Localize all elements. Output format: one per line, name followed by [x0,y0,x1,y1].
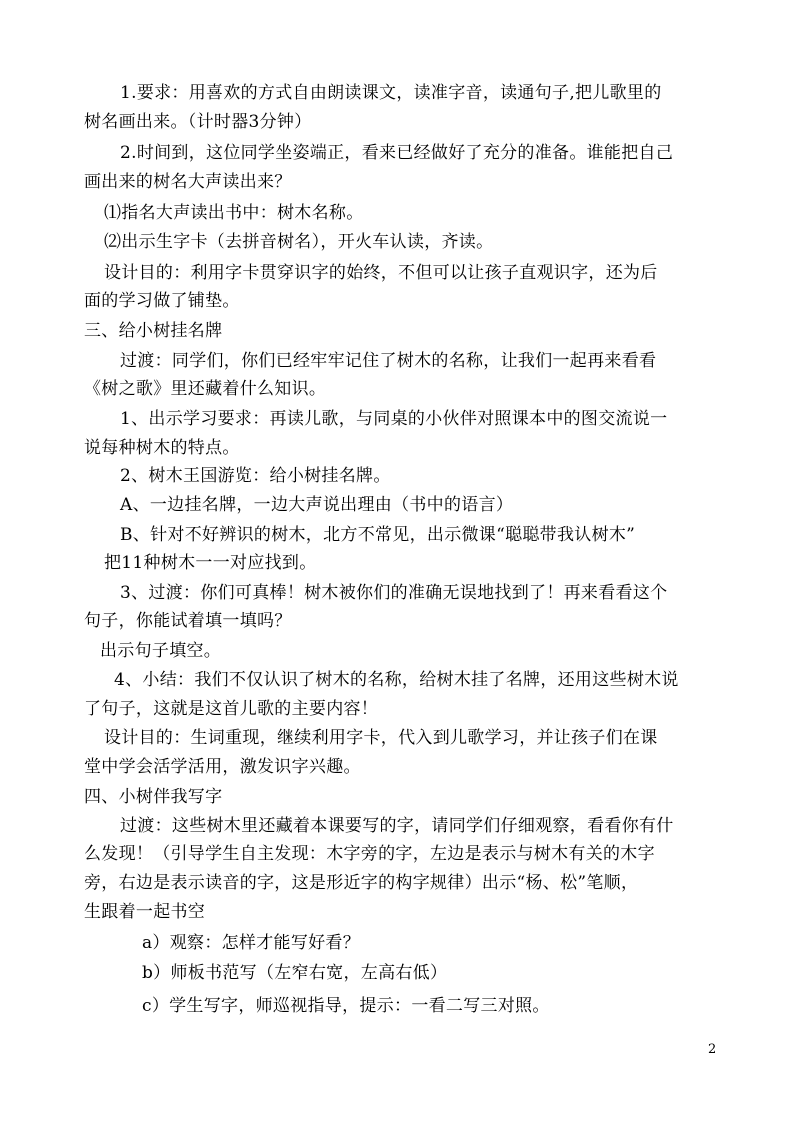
text-line: 1.要求：用喜欢的方式自由朗读课文，读准字音，读通句子,把儿歌里的 [120,83,662,103]
text-line: ⑴指名大声读出书中：树木名称。 [104,203,364,223]
section-heading: 四、小树伴我写字 [84,787,223,807]
text-line: 句子，你能试着填一填吗？ [84,611,292,631]
text-line: 4、小结：我们不仅认识了树木的名称，给树木挂了名牌，还用这些树木说 [114,670,679,690]
text-line: 旁，右边是表示读音的字，这是形近字的构字规律）出示“杨、松”笔顺， [84,873,639,893]
text-line: 过渡：这些树木里还藏着本课要写的字，请同学们仔细观察，看看你有什 [120,816,674,836]
page-number: 2 [708,1042,717,1057]
text-line: 堂中学会活学活用，激发识字兴趣。 [84,757,361,777]
text-line: 3、过渡：你们可真棒！树木被你们的准确无误地找到了！再来看看这个 [120,583,668,603]
text-line: 2.时间到，这位同学坐姿端正，看来已经做好了充分的准备。谁能把自己 [120,143,674,163]
text-line: 树名画出来。（计时器3分钟） [84,112,312,132]
text-line: 出示句子填空。 [100,641,222,661]
text-line: 《树之歌》里还藏着什么知识。 [84,379,327,399]
section-heading: 三、给小树挂名牌 [84,321,223,341]
text-line: 了句子，这就是这首儿歌的主要内容！ [84,699,379,719]
text-line: 说每种树木的特点。 [84,438,240,458]
text-line: 设计目的：生词重现，继续利用字卡，代入到儿歌学习，并让孩子们在课 [104,728,658,748]
text-line: 生跟着一起书空 [84,902,206,922]
list-item: c）学生写字，师巡视指导，提示：一看二写三对照。 [142,996,550,1016]
text-line: B、针对不好辨识的树木，北方不常见，出示微课“聪聪带我认树木” [120,525,636,545]
list-item: b）师板书范写（左窄右宽，左高右低） [142,963,448,983]
text-line: 设计目的：利用字卡贯穿识字的始终，不但可以让孩子直观识字，还为后 [104,263,658,283]
text-line: 过渡：同学们，你们已经牢牢记住了树木的名称，让我们一起再来看看 [120,351,657,371]
text-line: 2、树木王国游览：给小树挂名牌。 [120,466,391,486]
list-item: a）观察：怎样才能写好看？ [142,933,361,953]
text-line: 画出来的树名大声读出来？ [84,172,292,192]
text-line: A、一边挂名牌，一边大声说出理由（书中的语言） [120,495,514,515]
text-line: 么发现！（引导学生自主发现：木字旁的字，左边是表示与树木有关的木字 [84,844,655,864]
text-line: 面的学习做了铺垫。 [84,291,240,311]
text-line: ⑵出示生字卡（去拼音树名），开火车认读，齐读。 [104,232,494,252]
text-line: 1、出示学习要求：再读儿歌，与同桌的小伙伴对照课本中的图交流说一 [120,409,668,429]
text-line: 把11种树木一一对应找到。 [104,553,317,573]
